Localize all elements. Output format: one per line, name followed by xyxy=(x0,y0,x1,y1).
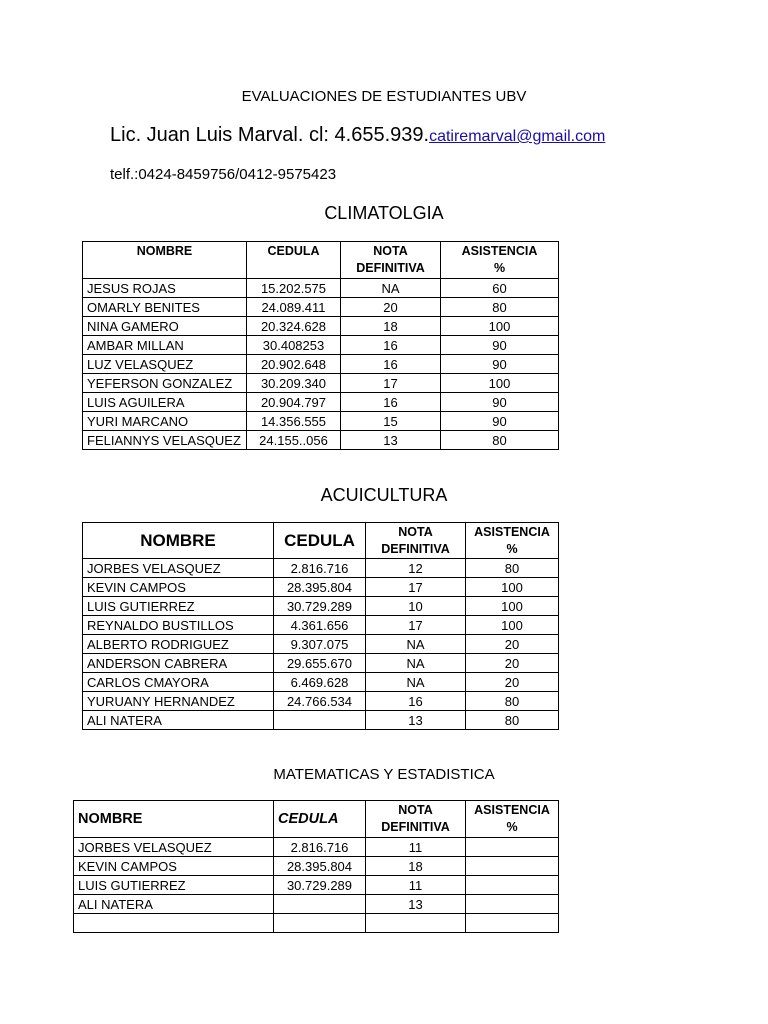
nota-cell: 11 xyxy=(366,876,466,895)
cedula-cell: 30.729.289 xyxy=(274,876,366,895)
table-row xyxy=(83,692,559,711)
table-row xyxy=(83,336,559,355)
nota-cell: 13 xyxy=(341,431,441,450)
asistencia-cell: 100 xyxy=(441,374,559,393)
document-title: EVALUACIONES DE ESTUDIANTES UBV xyxy=(241,88,527,105)
student-name-cell: CARLOS CMAYORA xyxy=(83,673,274,692)
nota-cell: 15 xyxy=(341,412,441,431)
cedula-cell: 20.902.648 xyxy=(247,355,341,374)
column-header-asistencia xyxy=(441,242,559,279)
asistencia-cell xyxy=(466,914,559,933)
column-header-asistencia xyxy=(466,801,559,838)
cedula-cell: 30.408253 xyxy=(247,336,341,355)
asistencia-line-1: ASISTENCIA xyxy=(474,525,550,539)
table-header-row xyxy=(74,801,559,838)
cedula-cell: 24.766.534 xyxy=(274,692,366,711)
cedula-cell: 30.729.289 xyxy=(274,597,366,616)
student-name-cell: ALI NATERA xyxy=(83,711,274,730)
table-row xyxy=(83,317,559,336)
nota-cell: 13 xyxy=(366,895,466,914)
asistencia-line-2: % xyxy=(506,542,518,556)
table-row xyxy=(83,616,559,635)
asistencia-cell: 80 xyxy=(441,298,559,317)
cedula-cell: 2.816.716 xyxy=(274,559,366,578)
cedula-cell: 20.324.628 xyxy=(247,317,341,336)
student-name-cell: JORBES VELASQUEZ xyxy=(74,838,274,857)
student-name-cell: LUIS GUTIERREZ xyxy=(83,597,274,616)
asistencia-cell: 90 xyxy=(441,393,559,412)
cedula-cell: 20.904.797 xyxy=(247,393,341,412)
column-header-nota xyxy=(366,523,466,559)
nota-cell: NA xyxy=(341,279,441,298)
nota-cell xyxy=(366,914,466,933)
student-name-cell: YURUANY HERNANDEZ xyxy=(83,692,274,711)
nota-cell: 16 xyxy=(341,393,441,412)
grades-table-acuicultura xyxy=(82,522,559,730)
asistencia-cell: 100 xyxy=(466,578,559,597)
cedula-cell: 2.816.716 xyxy=(274,838,366,857)
section-title-matematicas: MATEMATICAS Y ESTADISTICA xyxy=(273,766,495,783)
nota-cell: 18 xyxy=(366,857,466,876)
cedula-cell: 15.202.575 xyxy=(247,279,341,298)
nota-cell: 17 xyxy=(341,374,441,393)
cedula-cell: 30.209.340 xyxy=(247,374,341,393)
grades-table-climatologia xyxy=(82,241,559,450)
table-body xyxy=(83,559,559,730)
column-header-cedula: CEDULA xyxy=(274,523,366,559)
table-row xyxy=(83,279,559,298)
table-body xyxy=(83,279,559,450)
table-row xyxy=(83,711,559,730)
column-header-nombre: NOMBRE xyxy=(74,801,274,838)
table-header-row xyxy=(83,523,559,559)
asistencia-cell xyxy=(466,838,559,857)
table-row xyxy=(83,298,559,317)
asistencia-cell: 80 xyxy=(466,559,559,578)
student-name-cell: LUZ VELASQUEZ xyxy=(83,355,247,374)
column-header-nombre: NOMBRE xyxy=(83,523,274,559)
table-row xyxy=(83,597,559,616)
column-header-nombre: NOMBRE xyxy=(83,242,247,279)
asistencia-cell xyxy=(466,857,559,876)
asistencia-cell: 100 xyxy=(466,597,559,616)
nota-cell: 17 xyxy=(366,578,466,597)
column-header-cedula: CEDULA xyxy=(247,242,341,279)
author-line xyxy=(110,124,605,147)
table-row xyxy=(83,673,559,692)
asistencia-line-1: ASISTENCIA xyxy=(474,803,550,817)
asistencia-line-1: ASISTENCIA xyxy=(461,244,538,258)
student-name-cell: LUIS GUTIERREZ xyxy=(74,876,274,895)
nota-cell: 18 xyxy=(341,317,441,336)
phone-line: telf.:0424-8459756/0412-9575423 xyxy=(110,166,337,183)
table-row xyxy=(83,431,559,450)
asistencia-cell: 20 xyxy=(466,654,559,673)
cedula-cell: 28.395.804 xyxy=(274,857,366,876)
student-name-cell: YURI MARCANO xyxy=(83,412,247,431)
cedula-cell: 24.089.411 xyxy=(247,298,341,317)
table-row xyxy=(74,914,559,933)
table-row xyxy=(83,412,559,431)
nota-cell: 20 xyxy=(341,298,441,317)
cedula-cell: 14.356.555 xyxy=(247,412,341,431)
nota-cell: 11 xyxy=(366,838,466,857)
section-title-acuicultura: ACUICULTURA xyxy=(320,485,448,505)
student-name-cell: FELIANNYS VELASQUEZ xyxy=(83,431,247,450)
student-name-cell: NINA GAMERO xyxy=(83,317,247,336)
asistencia-line-2: % xyxy=(493,261,506,275)
cedula-cell xyxy=(274,895,366,914)
table-row xyxy=(83,635,559,654)
student-name-cell: KEVIN CAMPOS xyxy=(74,857,274,876)
author-name: Lic. Juan Luis Marval. cl: 4.655.939. xyxy=(110,124,430,146)
cedula-cell: 9.307.075 xyxy=(274,635,366,654)
nota-line-2: DEFINITIVA xyxy=(381,542,450,556)
student-name-cell: ALI NATERA xyxy=(74,895,274,914)
nota-line-2: DEFINITIVA xyxy=(381,820,450,834)
asistencia-cell: 90 xyxy=(441,336,559,355)
asistencia-cell xyxy=(466,876,559,895)
table-row xyxy=(83,374,559,393)
student-name-cell: AMBAR MILLAN xyxy=(83,336,247,355)
column-header-nota xyxy=(341,242,441,279)
table-body xyxy=(74,838,559,933)
asistencia-line-2: % xyxy=(506,820,518,834)
table-row xyxy=(83,355,559,374)
student-name-cell: JESUS ROJAS xyxy=(83,279,247,298)
asistencia-cell: 100 xyxy=(466,616,559,635)
nota-cell: 16 xyxy=(341,355,441,374)
table-row xyxy=(74,857,559,876)
nota-line-1: NOTA xyxy=(398,525,433,539)
nota-line-1: NOTA xyxy=(398,803,433,817)
asistencia-cell: 90 xyxy=(441,412,559,431)
table-row xyxy=(74,895,559,914)
asistencia-cell: 80 xyxy=(466,711,559,730)
grades-table-matematicas xyxy=(73,800,559,933)
student-name-cell xyxy=(74,914,274,933)
nota-cell: 10 xyxy=(366,597,466,616)
student-name-cell: LUIS AGUILERA xyxy=(83,393,247,412)
nota-line-1: NOTA xyxy=(373,244,408,258)
student-name-cell: JORBES VELASQUEZ xyxy=(83,559,274,578)
column-header-nota xyxy=(366,801,466,838)
cedula-cell: 4.361.656 xyxy=(274,616,366,635)
student-name-cell: KEVIN CAMPOS xyxy=(83,578,274,597)
nota-cell: 17 xyxy=(366,616,466,635)
cedula-cell xyxy=(274,914,366,933)
column-header-cedula: CEDULA xyxy=(274,801,366,838)
table-header-row xyxy=(83,242,559,279)
nota-cell: 16 xyxy=(366,692,466,711)
student-name-cell: ALBERTO RODRIGUEZ xyxy=(83,635,274,654)
table-row xyxy=(74,838,559,857)
asistencia-cell xyxy=(466,895,559,914)
student-name-cell: YEFERSON GONZALEZ xyxy=(83,374,247,393)
nota-cell: 16 xyxy=(341,336,441,355)
student-name-cell: OMARLY BENITES xyxy=(83,298,247,317)
asistencia-cell: 20 xyxy=(466,635,559,654)
nota-cell: 12 xyxy=(366,559,466,578)
asistencia-cell: 100 xyxy=(441,317,559,336)
student-name-cell: ANDERSON CABRERA xyxy=(83,654,274,673)
asistencia-cell: 80 xyxy=(466,692,559,711)
nota-cell: 13 xyxy=(366,711,466,730)
table-row xyxy=(83,393,559,412)
email-link[interactable]: catiremarval@gmail.com xyxy=(429,128,606,145)
table-row xyxy=(83,559,559,578)
cedula-cell: 24.155..056 xyxy=(247,431,341,450)
asistencia-cell: 90 xyxy=(441,355,559,374)
nota-line-2: DEFINITIVA xyxy=(356,261,425,275)
section-title-climatologia: CLIMATOLGIA xyxy=(324,203,444,223)
asistencia-cell: 60 xyxy=(441,279,559,298)
asistencia-cell: 20 xyxy=(466,673,559,692)
column-header-asistencia xyxy=(466,523,559,559)
table-row xyxy=(83,578,559,597)
cedula-cell: 6.469.628 xyxy=(274,673,366,692)
cedula-cell: 29.655.670 xyxy=(274,654,366,673)
nota-cell: NA xyxy=(366,654,466,673)
table-row xyxy=(74,876,559,895)
table-row xyxy=(83,654,559,673)
asistencia-cell: 80 xyxy=(441,431,559,450)
student-name-cell: REYNALDO BUSTILLOS xyxy=(83,616,274,635)
cedula-cell xyxy=(274,711,366,730)
nota-cell: NA xyxy=(366,673,466,692)
cedula-cell: 28.395.804 xyxy=(274,578,366,597)
nota-cell: NA xyxy=(366,635,466,654)
